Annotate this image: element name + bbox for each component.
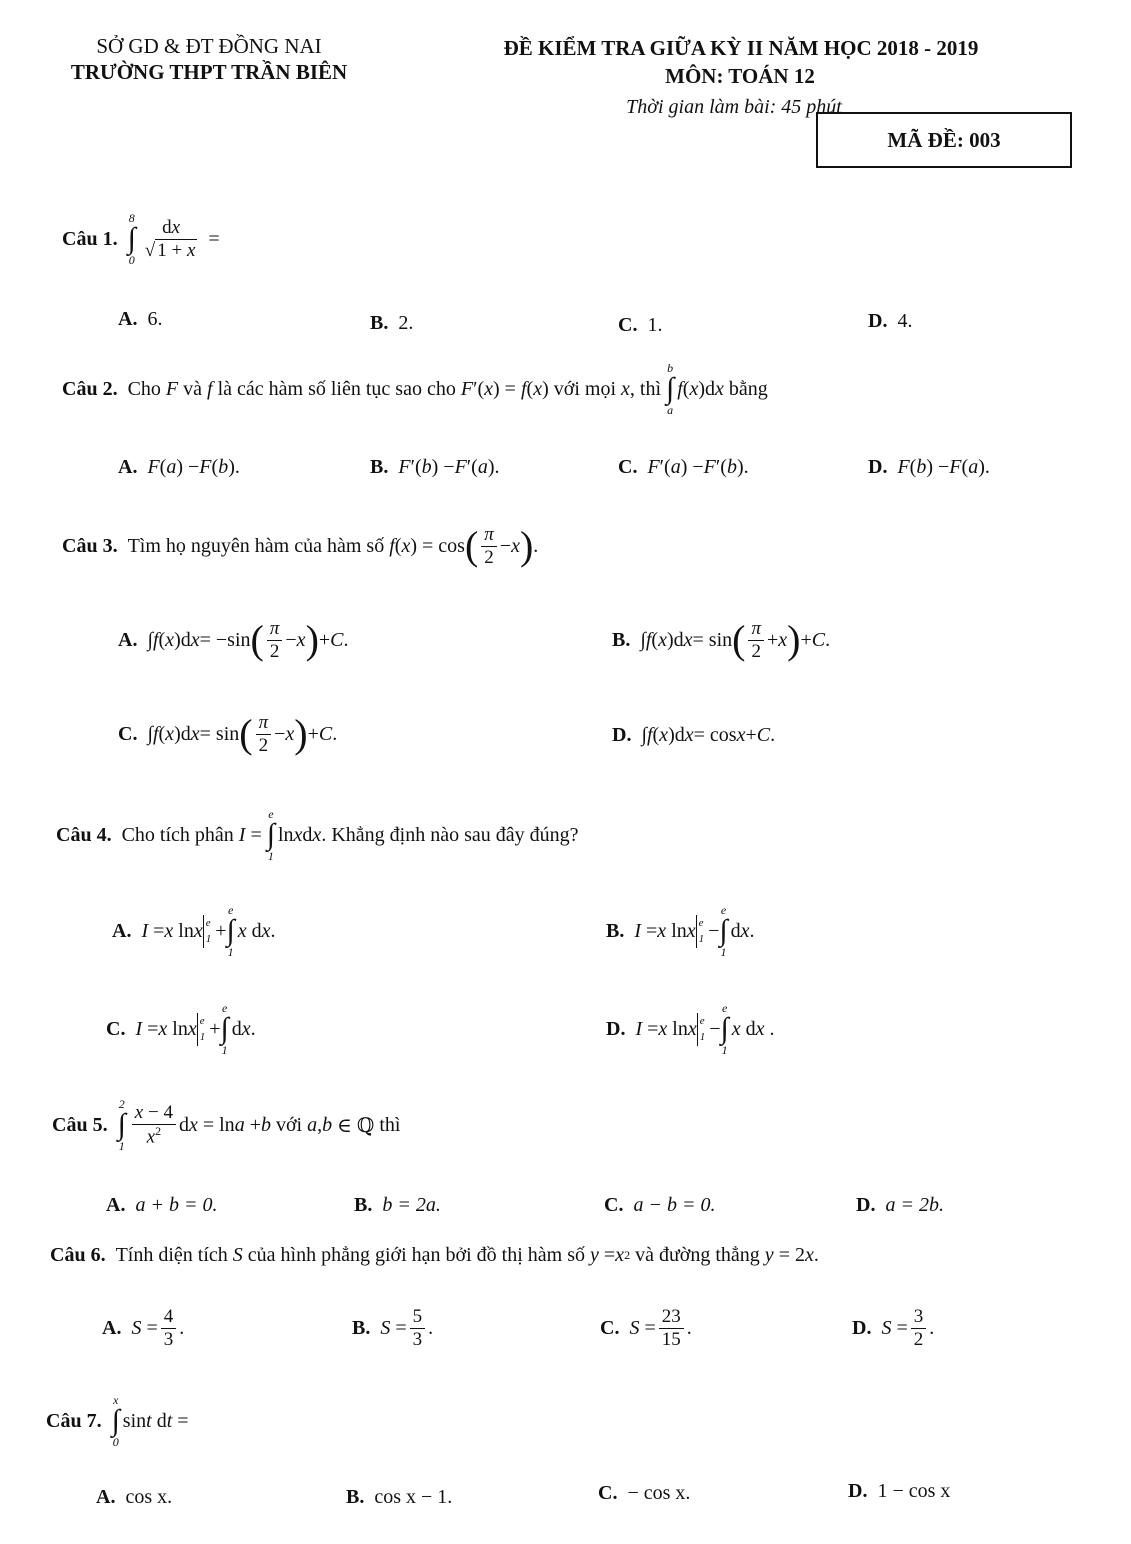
option-d[interactable] [848,1480,950,1503]
option-b[interactable]: B. S = $\frac{5}{3}$ . [352,1306,434,1350]
subject-title: MÔN: TOÁN 12 [665,64,815,88]
option-label: D. [868,310,888,332]
option-label: B. [352,1316,371,1339]
question-label: Câu 7. [46,1409,102,1432]
option-label: D. [606,1017,626,1040]
option-label: C. [118,722,138,745]
option-label: A. [102,1316,122,1339]
option-label: C. [106,1017,126,1040]
question-2: Câu 2. Cho F và f là các hàm số liên tục sao cho F′(x) = f(x) với mọi x , thì b ∫ a f(x)dx bằng [62,361,768,417]
question-7: Câu 7. x ∫ 0 sin t d t = [46,1393,189,1449]
option-d[interactable]: D. F ( b ) − F ( a ). [868,456,990,478]
question-text: là các hàm số liên tục sao cho [217,377,456,400]
integral-sign: 8 ∫ 0 [127,211,136,267]
exam-title: ĐỀ KIỂM TRA GIỮA KỲ II NĂM HỌC 2018 - 2019 [503,36,979,60]
question-4: Câu 4. Cho tích phân I = e ∫ 1 ln x d x . Khẳng định nào sau đây đúng? [56,807,579,863]
question-text: . Khẳng định nào sau đây đúng? [321,823,579,846]
option-label: D. [856,1194,876,1216]
option-label: B. [612,628,631,651]
option-d[interactable]: D. S = $\frac{3}{2}$ . [852,1306,935,1350]
department-name: SỞ GD & ĐT ĐỒNG NAI [96,34,322,58]
option-label: B. [606,919,625,942]
question-text: Cho tích phân [121,823,234,846]
option-a[interactable] [118,308,162,331]
question-6: Câu 6. Tính diện tích S của hình phẳng giới hạn bởi đồ thị hàm số y = x 2 và đường thẳng y = 2 x . [50,1244,819,1266]
question-label: Câu 2. [62,377,118,400]
question-label: Câu 4. [56,823,112,846]
option-c[interactable] [598,1482,690,1505]
question-text: Cho [127,377,161,400]
option-d[interactable] [856,1194,944,1217]
option-c[interactable]: C. I = x ln x e 1 + e ∫ 1 d x . [106,1001,256,1057]
integral-sign: x ∫ 0 [111,1393,120,1449]
option-b[interactable] [370,312,413,335]
option-c[interactable]: C. F ′( a ) − F ′( b ). [618,456,749,478]
option-b[interactable]: B. F ′( b ) − F ′( a ). [370,456,500,478]
option-label: D. [868,456,888,478]
option-a[interactable]: A. S = $\frac{4}{3}$ . [102,1306,185,1350]
exam-time: Thời gian làm bài: 45 phút [626,96,842,118]
option-d[interactable] [868,310,912,333]
school-name: TRƯỜNG THPT TRẦN BIÊN [70,60,348,84]
question-label: Câu 1. [62,227,118,250]
question-5: Câu 5. 2 ∫ 1 $\frac{x - 4}{x^2}$ d x = ln a + b với a , b ∈ ℚ thì [52,1097,401,1153]
option-a[interactable]: A. F ( a ) − F ( b ). [118,456,240,478]
option-label: B. [354,1194,373,1216]
option-c[interactable]: C. S = $\frac{23}{15}$ . [600,1306,692,1350]
integral-sign: 2 ∫ 1 [117,1097,126,1153]
question-label: Câu 3. [62,534,118,557]
question-label: Câu 5. [52,1113,108,1136]
question-text: với [275,1113,303,1136]
option-label: D. [848,1480,868,1502]
question-1: Câu 1. 8 ∫ 0 $\frac{dx}{√ 1 + x}$ = [62,211,220,267]
option-label: A. [118,308,138,330]
option-label: B. [370,456,389,478]
option-text: a = 2b. [885,1194,944,1216]
question-text: và [183,377,203,400]
option-label: C. [600,1316,620,1339]
option-d[interactable]: D. ∫ f ( x )d x = cos x + C . [612,724,776,746]
question-text: Tìm họ nguyên hàm của hàm số [127,534,385,557]
question-text: của hình phẳng giới hạn bởi đồ thị hàm số [247,1244,585,1266]
option-b[interactable]: B. I = x ln x e 1 − e ∫ 1 d x . [606,903,755,959]
option-text: a + b = 0. [135,1194,218,1216]
option-text: 2. [398,312,414,334]
integral-sign: e ∫ 1 [266,807,275,863]
option-label: C. [618,456,638,478]
option-text: cos x. [125,1486,173,1508]
option-text: − cos x. [627,1482,691,1504]
option-label: C. [604,1194,624,1216]
option-label: D. [852,1316,872,1339]
option-label: B. [370,312,389,334]
fraction: $\frac{x - 4}{x^2}$ [132,1102,176,1148]
option-label: A. [106,1194,126,1216]
option-a[interactable]: A. I = x ln x e 1 + e ∫ 1 x d x . [112,903,276,959]
option-a[interactable]: A. ∫ f ( x )d x = −sin ( $\frac{\pi}{2}$ − x ) + C . [118,617,349,663]
option-a[interactable] [96,1486,172,1509]
question-text: và đường thẳng [635,1244,760,1266]
option-c[interactable]: C. ∫ f ( x )d x = sin ( $\frac{\pi}{2}$ − x ) + C . [118,711,338,757]
question-text: Tính diện tích [115,1244,228,1266]
question-text: bằng [728,377,768,400]
option-label: C. [598,1482,618,1504]
option-c[interactable] [604,1194,715,1217]
question-text: , thì [629,377,662,400]
option-b[interactable] [354,1194,441,1217]
fraction: $\frac{dx}{√ 1 + x}$ [144,216,196,261]
option-a[interactable] [106,1194,217,1217]
option-text: a − b = 0. [633,1194,716,1216]
exam-code: MÃ ĐỀ: 003 [887,127,1001,152]
option-d[interactable]: D. I = x ln x e 1 − e ∫ 1 x d x . [606,1001,775,1057]
option-c[interactable] [618,314,662,337]
question-label: Câu 6. [50,1244,106,1266]
option-label: C. [618,314,638,336]
option-label: A. [96,1486,116,1508]
option-text: 1. [647,314,663,336]
option-label: D. [612,724,632,746]
option-label: A. [118,628,138,651]
option-label: B. [346,1486,365,1508]
option-label: A. [118,456,138,478]
question-text: thì [379,1113,401,1136]
option-text: 4. [897,310,913,332]
integral-sign: b ∫ a [666,361,675,417]
option-text: cos x − 1. [374,1486,453,1508]
option-label: A. [112,919,132,942]
option-text: 6. [147,308,163,330]
exam-code-box [816,112,1072,168]
option-text: b = 2a. [382,1194,441,1216]
option-b[interactable] [346,1486,452,1509]
option-text: 1 − cos x [877,1480,951,1502]
question-text: với mọi [553,377,616,400]
question-3: Câu 3. Tìm họ nguyên hàm của hàm số f ( x ) = cos ( $\frac{\pi}{2}$ − x ) . [62,523,539,569]
option-b[interactable]: B. ∫ f ( x )d x = sin ( $\frac{\pi}{2}$ + x ) + C . [612,617,831,663]
